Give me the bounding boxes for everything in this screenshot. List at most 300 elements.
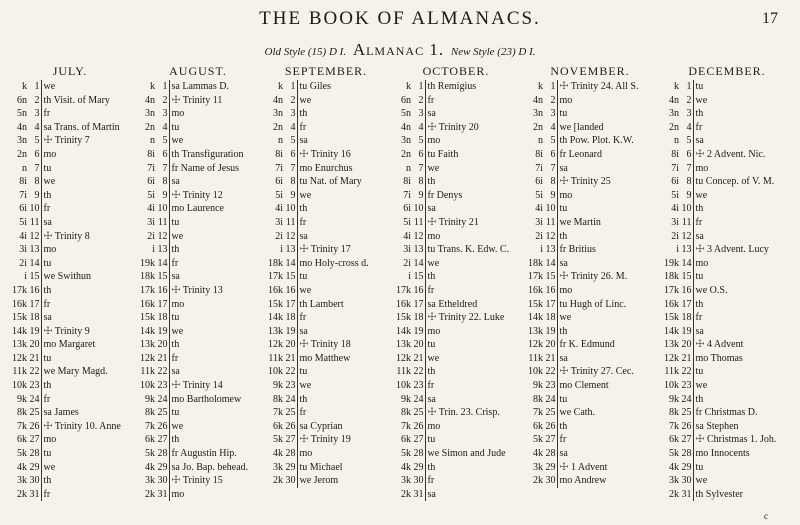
month-title: SEPTEMBER. [284, 64, 368, 78]
golden-number-cell: 2k [273, 475, 283, 487]
day-entry-cell: mo [427, 230, 441, 242]
day-number-cell: 11 [29, 216, 40, 228]
golden-number-cell: 2k [17, 488, 27, 500]
day-number-cell: 4 [412, 121, 425, 135]
day-number-cell: 8 [544, 175, 557, 189]
golden-number-cell: 9k [401, 393, 411, 405]
golden-number-cell: 2k [533, 475, 543, 487]
day-entry-cell: fr [427, 94, 435, 106]
golden-number-cell: 11k [396, 366, 411, 378]
day-number-cell: 22 [545, 366, 556, 378]
day-entry-cell: fr [43, 203, 51, 215]
day-number-cell: 28 [29, 448, 40, 460]
table-row [660, 420, 794, 434]
table-row [264, 325, 388, 339]
day-number-cell: 17 [681, 298, 692, 310]
day-number-cell: 24 [29, 393, 40, 405]
day-entry-cell: mo Holy-cross d. [299, 257, 369, 269]
day-entry-cell: we [299, 380, 312, 392]
golden-number-cell: 10k [140, 380, 155, 392]
golden-number-cell: 4n [273, 94, 283, 106]
day-number-cell: 10 [681, 203, 692, 215]
day-entry-cell: sa [559, 352, 568, 364]
day-number-cell: 14 [413, 257, 424, 269]
day-entry-cell: ☩ Trinity 21 [427, 216, 479, 228]
golden-number-cell: 6n [17, 94, 27, 106]
day-entry-cell: mo [427, 135, 441, 147]
golden-number-cell: i [408, 271, 411, 283]
day-number-cell: 17 [413, 298, 424, 310]
day-number-cell: 5 [412, 134, 425, 148]
day-number-cell: 15 [413, 271, 424, 283]
golden-number-cell: 4k [17, 461, 27, 473]
day-number-cell: 21 [681, 352, 692, 364]
day-number-cell: 18 [681, 312, 692, 324]
golden-number-cell: 12k [396, 352, 411, 364]
table-row [8, 107, 132, 121]
day-entry-cell: mo Matthew [299, 352, 351, 364]
table-row [524, 461, 656, 475]
table-row [524, 365, 656, 379]
day-entry-cell: mo Enurchus [299, 162, 353, 174]
golden-number-cell: 15k [396, 312, 411, 324]
golden-number-cell: 14k [664, 325, 679, 337]
day-number-cell: 24 [545, 393, 556, 405]
day-entry-cell: ☩ 1 Advent [559, 461, 608, 473]
day-entry-cell: sa Cyprian [299, 420, 343, 432]
day-number-cell: 9 [680, 189, 693, 203]
table-row [660, 474, 794, 488]
golden-number-cell: 19k [140, 257, 155, 269]
table-row [136, 270, 260, 284]
table-row [660, 189, 794, 203]
day-entry-cell: tu [695, 271, 704, 283]
table-row [136, 202, 260, 216]
golden-number-cell: 3k [17, 475, 27, 487]
day-number-cell: 6 [544, 148, 557, 162]
day-number-cell: 26 [285, 420, 296, 432]
day-entry-cell: we [171, 230, 184, 242]
table-row [524, 406, 656, 420]
golden-number-cell: 4n [669, 94, 679, 106]
table-row [524, 216, 656, 230]
day-entry-cell: th [695, 203, 704, 215]
calendar-table [264, 80, 388, 488]
day-entry-cell: fr [427, 284, 435, 296]
golden-number-cell: 2i [671, 230, 679, 242]
day-entry-cell: tu Hugh of Linc. [559, 298, 627, 310]
day-entry-cell: mo [43, 434, 57, 446]
golden-number-cell: 5k [145, 448, 155, 460]
day-number-cell: 14 [29, 257, 40, 269]
day-entry-cell: mo [427, 325, 441, 337]
day-entry-cell: sa [427, 393, 436, 405]
table-row [660, 433, 794, 447]
golden-number-cell: 5k [533, 434, 543, 446]
table-row [392, 365, 520, 379]
month-title: DECEMBER. [688, 64, 766, 78]
table-row [264, 243, 388, 257]
day-entry-cell: ☩ 2 Advent. Nic. [695, 148, 766, 160]
golden-number-cell: 13k [140, 339, 155, 351]
golden-number-cell: 2k [669, 488, 679, 500]
day-entry-cell: sa [299, 230, 308, 242]
golden-number-cell: 3n [401, 135, 411, 147]
golden-number-cell: 2k [401, 488, 411, 500]
table-row [8, 352, 132, 366]
day-number-cell: 16 [681, 284, 692, 296]
day-number-cell: 26 [413, 420, 424, 432]
table-row [392, 216, 520, 230]
day-number-cell: 5 [680, 134, 693, 148]
day-entry-cell: tu [299, 366, 308, 378]
golden-number-cell: 4k [145, 461, 155, 473]
table-row [524, 80, 656, 94]
golden-number-cell: 5i [147, 189, 155, 201]
day-entry-cell: we Simon and Jude [427, 448, 506, 460]
table-row [136, 311, 260, 325]
table-row [392, 162, 520, 176]
table-row [524, 94, 656, 108]
day-entry-cell: mo Thomas [695, 352, 743, 364]
golden-number-cell: 11k [12, 366, 27, 378]
table-row [264, 134, 388, 148]
day-entry-cell: we [427, 162, 440, 174]
golden-number-cell: 10k [528, 366, 543, 378]
golden-number-cell: 14k [12, 325, 27, 337]
table-row [136, 325, 260, 339]
day-entry-cell: sa Stephen [695, 420, 739, 432]
table-row [524, 352, 656, 366]
day-number-cell: 12 [157, 230, 168, 242]
day-number-cell: 30 [413, 475, 424, 487]
table-row [524, 148, 656, 162]
day-number-cell: 3 [680, 107, 693, 121]
day-entry-cell: mo Andrew [559, 475, 607, 487]
golden-number-cell: 8k [17, 407, 27, 419]
day-entry-cell: fr [427, 475, 435, 487]
day-entry-cell: mo [559, 284, 573, 296]
day-number-cell: 16 [157, 284, 168, 296]
golden-number-cell: 8i [19, 176, 27, 188]
golden-number-cell: 3n [145, 108, 155, 120]
golden-number-cell: 17k [396, 284, 411, 296]
day-entry-cell: th [171, 434, 180, 446]
golden-number-cell: 4i [147, 203, 155, 215]
day-entry-cell: ☩ 3 Advent. Lucy [695, 244, 769, 256]
day-entry-cell: we [299, 189, 312, 201]
day-entry-cell: ☩ Trinity 14 [171, 380, 223, 392]
day-entry-cell: th [299, 203, 308, 215]
golden-number-cell: 12k [140, 352, 155, 364]
golden-number-cell: 2n [273, 121, 283, 133]
day-entry-cell: ☩ Trinity 10. Anne [43, 420, 121, 432]
golden-number-cell: 6i [403, 203, 411, 215]
day-entry-cell: th [559, 230, 568, 242]
almanac-label: Almanac 1. [352, 40, 445, 59]
table-row [660, 148, 794, 162]
table-row [524, 284, 656, 298]
day-number-cell: 13 [157, 244, 168, 256]
table-row [264, 406, 388, 420]
table-row [264, 474, 388, 488]
day-number-cell: 15 [157, 271, 168, 283]
day-number-cell: 8 [680, 175, 693, 189]
day-entry-cell: tu Faith [427, 148, 459, 160]
day-entry-cell: sa [171, 366, 180, 378]
day-entry-cell: tu Trans. K. Edw. C. [427, 244, 510, 256]
day-entry-cell: tu [559, 393, 568, 405]
day-number-cell: 7 [284, 162, 297, 176]
day-entry-cell: th Sylvester [695, 488, 743, 500]
table-row [136, 433, 260, 447]
table-row [264, 352, 388, 366]
day-number-cell: 9 [28, 189, 41, 203]
table-row [8, 243, 132, 257]
day-entry-cell: we [299, 94, 312, 106]
golden-number-cell: 4k [669, 461, 679, 473]
day-number-cell: 8 [284, 175, 297, 189]
golden-number-cell: 12k [12, 352, 27, 364]
table-row [392, 379, 520, 393]
table-row [136, 379, 260, 393]
table-row [524, 474, 656, 488]
day-entry-cell: tu [695, 366, 704, 378]
day-entry-cell: ☩ Trinity 26. M. [559, 271, 628, 283]
day-number-cell: 15 [29, 271, 40, 283]
golden-number-cell: 4i [403, 230, 411, 242]
day-number-cell: 27 [413, 434, 424, 446]
day-number-cell: 30 [285, 475, 296, 487]
day-number-cell: 19 [413, 325, 424, 337]
day-entry-cell: sa [427, 488, 436, 500]
day-entry-cell: we [landed [559, 121, 604, 133]
day-number-cell: 18 [285, 312, 296, 324]
day-entry-cell: sa [171, 176, 180, 188]
day-entry-cell: ☩ 4 Advent [695, 339, 744, 351]
day-number-cell: 15 [681, 271, 692, 283]
table-row [264, 338, 388, 352]
golden-number-cell: 2k [145, 488, 155, 500]
table-row [264, 284, 388, 298]
table-row [136, 406, 260, 420]
table-row [392, 134, 520, 148]
day-number-cell: 10 [157, 203, 168, 215]
golden-number-cell: 8i [147, 148, 155, 160]
golden-number-cell: 6k [669, 434, 679, 446]
day-number-cell: 15 [285, 271, 296, 283]
table-row [660, 230, 794, 244]
day-entry-cell: th [43, 380, 52, 392]
day-number-cell: 27 [157, 434, 168, 446]
day-entry-cell: sa [43, 312, 52, 324]
day-entry-cell: sa [695, 230, 704, 242]
golden-number-cell: 15k [268, 298, 283, 310]
day-entry-cell: ☩ Trinity 15 [171, 475, 223, 487]
day-entry-cell: sa [171, 271, 180, 283]
day-entry-cell: mo Clement [559, 380, 609, 392]
golden-number-cell: 8k [145, 407, 155, 419]
day-entry-cell: fr Denys [427, 189, 463, 201]
table-row [660, 243, 794, 257]
golden-number-cell: n [538, 135, 543, 147]
day-number-cell: 2 [156, 94, 169, 108]
golden-number-cell: k [150, 81, 155, 92]
day-entry-cell: mo [695, 162, 709, 174]
month-column [264, 64, 388, 519]
day-number-cell: 31 [29, 488, 40, 500]
table-row [264, 393, 388, 407]
table-row [8, 365, 132, 379]
day-entry-cell: we O.S. [695, 284, 728, 296]
day-number-cell: 13 [681, 244, 692, 256]
day-entry-cell: ☩ Trinity 11 [171, 94, 223, 106]
day-number-cell: 12 [413, 230, 424, 242]
day-number-cell: 19 [285, 325, 296, 337]
day-number-cell: 24 [285, 393, 296, 405]
day-number-cell: 30 [157, 475, 168, 487]
page-header [0, 0, 800, 60]
day-number-cell: 3 [156, 107, 169, 121]
day-entry-cell: we [427, 352, 440, 364]
day-number-cell: 5 [156, 134, 169, 148]
golden-number-cell: 6k [273, 420, 283, 432]
day-number-cell: 20 [545, 339, 556, 351]
day-number-cell: 30 [29, 475, 40, 487]
golden-number-cell: 8k [273, 393, 283, 405]
day-entry-cell: fr [43, 488, 51, 500]
golden-number-cell: 5k [17, 448, 27, 460]
day-number-cell: 29 [413, 461, 424, 473]
day-entry-cell: mo [695, 257, 709, 269]
golden-number-cell: 16k [528, 284, 543, 296]
day-entry-cell: sa [559, 257, 568, 269]
day-entry-cell: ☩ Trin. 23. Crisp. [427, 407, 500, 419]
calendar-table [392, 80, 520, 501]
golden-number-cell: 3n [273, 108, 283, 120]
day-number-cell: 23 [545, 380, 556, 392]
table-row [264, 447, 388, 461]
day-entry-cell: th Visit. of Mary [43, 94, 110, 106]
day-entry-cell: fr [695, 312, 703, 324]
golden-number-cell: 14k [268, 312, 283, 324]
table-row [660, 311, 794, 325]
day-number-cell: 2 [284, 94, 297, 108]
table-row [264, 311, 388, 325]
day-entry-cell: mo Margaret [43, 339, 96, 351]
day-number-cell: 12 [29, 230, 40, 242]
golden-number-cell: 18k [528, 257, 543, 269]
day-entry-cell: ☩ Trinity 9 [43, 325, 90, 337]
table-row [8, 433, 132, 447]
golden-number-cell: 5i [535, 189, 543, 201]
day-entry-cell: th [695, 108, 704, 120]
page-number: 17 [762, 10, 778, 27]
day-number-cell: 24 [413, 393, 424, 405]
day-entry-cell: sa Trans. of Martin [43, 121, 120, 133]
golden-number-cell: 9k [273, 380, 283, 392]
day-number-cell: 27 [29, 434, 40, 446]
table-row [392, 189, 520, 203]
table-row [392, 298, 520, 312]
day-number-cell: 5 [544, 134, 557, 148]
golden-number-cell: 2n [17, 148, 27, 160]
day-number-cell: 26 [681, 420, 692, 432]
day-entry-cell: fr [427, 380, 435, 392]
table-row [524, 270, 656, 284]
day-number-cell: 27 [545, 434, 556, 446]
day-number-cell: 19 [545, 325, 556, 337]
table-row [8, 284, 132, 298]
golden-number-cell: 8i [275, 148, 283, 160]
day-entry-cell: sa [43, 216, 52, 228]
day-number-cell: 3 [28, 107, 41, 121]
month-column [136, 64, 260, 519]
golden-number-cell: n [406, 162, 411, 174]
day-number-cell: 30 [681, 475, 692, 487]
golden-number-cell: 3n [669, 108, 679, 120]
day-number-cell: 12 [285, 230, 296, 242]
day-number-cell: 1 [412, 80, 425, 94]
golden-number-cell: 13k [12, 339, 27, 351]
day-number-cell: 31 [681, 488, 692, 500]
day-number-cell: 29 [285, 461, 296, 473]
day-entry-cell: tu [695, 81, 704, 92]
golden-number-cell: 18k [140, 271, 155, 283]
table-row [8, 488, 132, 502]
day-entry-cell: we [43, 461, 56, 473]
table-row [392, 284, 520, 298]
day-entry-cell: fr [559, 434, 567, 446]
golden-number-cell: 9k [533, 380, 543, 392]
day-number-cell: 10 [285, 203, 296, 215]
day-entry-cell: th [171, 244, 180, 256]
old-style-label: Old Style (15) D I. [264, 46, 347, 58]
golden-number-cell: n [22, 162, 27, 174]
day-number-cell: 5 [284, 134, 297, 148]
day-number-cell: 31 [157, 488, 168, 500]
table-row [392, 338, 520, 352]
golden-number-cell: i [540, 244, 543, 256]
table-row [136, 298, 260, 312]
day-number-cell: 25 [413, 407, 424, 419]
day-entry-cell: th [695, 393, 704, 405]
day-entry-cell: we [695, 475, 708, 487]
day-entry-cell: ☩ Trinity 25 [559, 176, 611, 188]
table-row [264, 162, 388, 176]
day-entry-cell: we Martin [559, 216, 601, 228]
month-column [8, 64, 132, 519]
golden-number-cell: 15k [664, 312, 679, 324]
day-number-cell: 20 [681, 339, 692, 351]
golden-number-cell: 12k [664, 352, 679, 364]
golden-number-cell: 14k [396, 325, 411, 337]
table-row [136, 175, 260, 189]
table-row [136, 189, 260, 203]
day-number-cell: 20 [157, 339, 168, 351]
month-title: NOVEMBER. [550, 64, 630, 78]
calendar-table [8, 80, 132, 501]
day-entry-cell: fr [695, 121, 703, 133]
table-row [264, 365, 388, 379]
day-number-cell: 4 [156, 121, 169, 135]
golden-number-cell: 3i [147, 216, 155, 228]
table-row [524, 325, 656, 339]
day-number-cell: 4 [544, 121, 557, 135]
golden-number-cell: 16k [140, 298, 155, 310]
day-entry-cell: tu Concep. of V. M. [695, 176, 775, 188]
day-entry-cell: fr K. Edmund [559, 339, 615, 351]
